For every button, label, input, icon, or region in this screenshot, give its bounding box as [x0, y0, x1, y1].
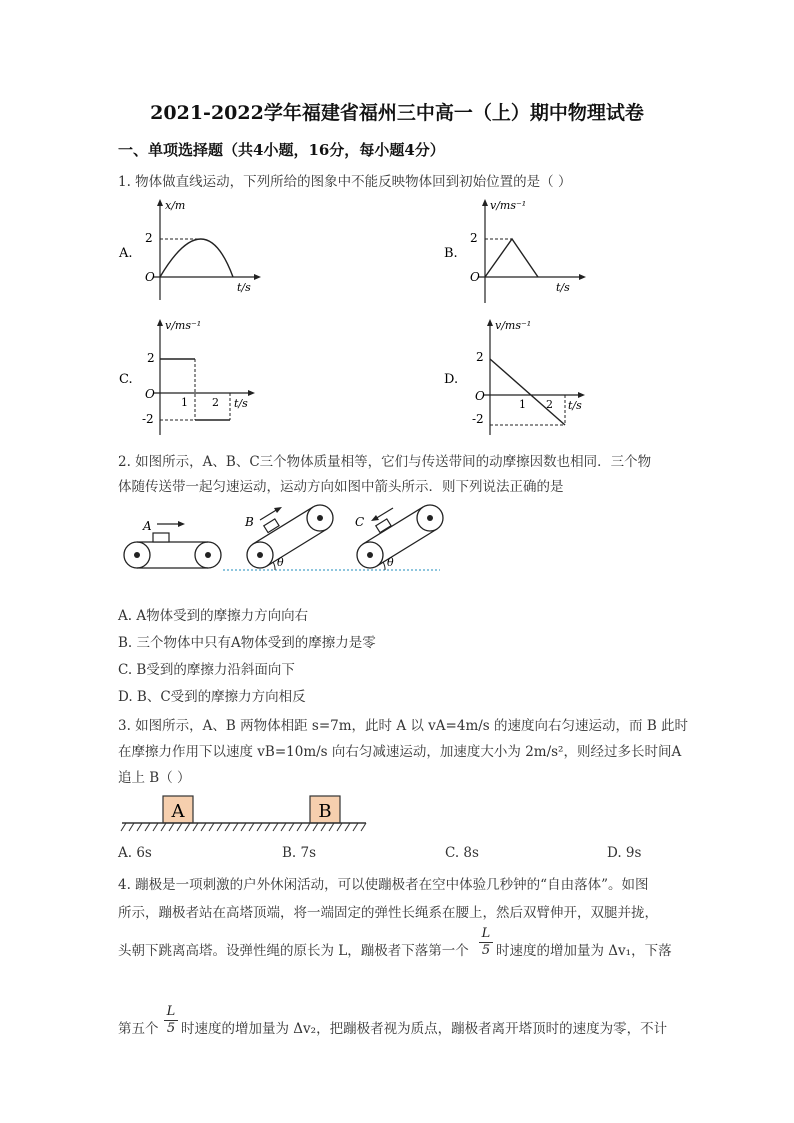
q3-figure: [118, 793, 378, 835]
y-tick-label: 2: [470, 231, 478, 245]
y-label: x/m: [165, 199, 186, 212]
q3-option-d: D. 9s: [607, 845, 642, 861]
question-4-line-4a: 第五个: [118, 1021, 159, 1037]
x-axis-arrow: [579, 274, 586, 280]
x-tick-1: 1: [519, 398, 526, 411]
fraction-denominator: 5: [164, 1020, 178, 1037]
q2-option-b: B. 三个物体中只有A物体受到的摩擦力是零: [118, 635, 376, 651]
fraction-denominator: 5: [479, 942, 493, 959]
y-tick-neg: -2: [142, 412, 154, 426]
inclined-belt-c: [355, 505, 443, 570]
question-3-line-2: 在摩擦力作用下以速度 vB=10m/s 向右匀减速运动，加速度大小为 2m/s²，则经过多长时间A: [118, 744, 682, 760]
ground-hatching: [121, 823, 366, 831]
y-tick-label: 2: [145, 231, 153, 245]
question-3-line-3: 追上 B（ ）: [118, 770, 191, 786]
fraction-numerator: L: [481, 926, 491, 941]
x-label: t/s: [568, 399, 582, 412]
box-b-label: B: [318, 801, 332, 822]
y-axis-arrow: [482, 199, 488, 206]
question-4-line-3a: 头朝下跳离高塔。设弹性绳的原长为 L，蹦极者下落第一个: [118, 943, 469, 959]
arrow-b: [260, 509, 278, 520]
origin-label: O: [470, 270, 480, 284]
theta-c: θ: [387, 556, 394, 569]
block-b: [264, 519, 279, 533]
fraction-l-over-5-second: [164, 1004, 178, 1037]
q2-option-c: C. B受到的摩擦力沿斜面向下: [118, 662, 295, 678]
origin-label: O: [145, 387, 155, 401]
y-label: v/ms⁻¹: [165, 319, 202, 332]
question-4-line-2: 所示，蹦极者站在高塔顶端，将一端固定的弹性长绳系在腰上，然后双臂伸开，双腿并拢，: [118, 905, 658, 921]
y-tick-pos: 2: [476, 350, 484, 364]
arrow-c: [375, 508, 393, 519]
fraction-l-over-5: [479, 926, 493, 959]
y-label: v/ms⁻¹: [490, 199, 527, 212]
block-c: [376, 519, 391, 533]
q3-option-c: C. 8s: [445, 845, 479, 861]
graph-b-letter: B.: [444, 246, 458, 261]
y-tick-pos: 2: [147, 351, 155, 365]
x-label: t/s: [237, 281, 251, 294]
question-4-line-3b: 时速度的增加量为 Δv₁，下落: [496, 943, 672, 959]
origin-label: O: [145, 270, 155, 284]
box-a-label: A: [171, 801, 185, 822]
graph-a-letter: A.: [119, 246, 133, 261]
page-title: 2021-2022学年福建省福州三中高一（上）期中物理试卷: [150, 102, 644, 124]
x-axis-arrow: [254, 274, 261, 280]
x-tick-1: 1: [181, 396, 188, 409]
q3-option-b: B. 7s: [282, 845, 317, 861]
y-tick-neg: -2: [472, 412, 484, 426]
label-a: A: [143, 519, 152, 533]
section-heading: 一、单项选择题（共4小题，16分，每小题4分）: [118, 141, 445, 159]
graph-c: [115, 315, 265, 440]
triangle-line: [485, 239, 538, 277]
question-3-line-1: 3. 如图所示，A、B 两物体相距 s=7m，此时 A 以 vA=4m/s 的速度向右匀速运动，而 B 此时: [118, 718, 689, 734]
q2-option-d: D. B、C受到的摩擦力方向相反: [118, 689, 306, 705]
origin-label: O: [475, 389, 485, 403]
x-label: t/s: [234, 397, 248, 410]
decreasing-line: [490, 359, 565, 425]
x-tick-2: 2: [212, 396, 219, 409]
x-tick-2: 2: [546, 398, 553, 411]
x-axis-arrow: [578, 392, 585, 398]
graph-c-letter: C.: [119, 372, 133, 387]
graph-b: [440, 195, 590, 305]
q2-option-a: A. A物体受到的摩擦力方向向右: [118, 608, 309, 624]
y-axis-arrow: [157, 319, 163, 326]
fraction-numerator: L: [166, 1004, 176, 1019]
question-4-line-1: 4. 蹦极是一项刺激的户外休闲活动，可以使蹦极者在空中体验几秒钟的“自由落体”。如图: [118, 877, 649, 893]
question-2-line-2: 体随传送带一起匀速运动，运动方向如图中箭头所示．则下列说法正确的是: [118, 479, 564, 495]
question-1-text: 1. 物体做直线运动，下列所给的图象中不能反映物体回到初始位置的是（ ）: [118, 174, 572, 190]
y-label: v/ms⁻¹: [495, 319, 532, 332]
x-axis-arrow: [248, 390, 255, 396]
question-2-line-1: 2. 如图所示，A、B、C三个物体质量相等，它们与传送带间的动摩擦因数也相同．三个物: [118, 454, 652, 470]
theta-b: θ: [277, 556, 284, 569]
horizontal-belt: [124, 519, 221, 568]
curve: [160, 239, 233, 277]
graph-d: [440, 315, 590, 440]
q3-option-a: A. 6s: [118, 845, 152, 861]
conveyor-figure: [115, 500, 455, 580]
block-a: [153, 533, 169, 542]
y-axis-arrow: [157, 199, 163, 206]
question-4-line-4b: 时速度的增加量为 Δv₂，把蹦极者视为质点，蹦极者离开塔顶时的速度为零，不计: [181, 1021, 668, 1037]
y-axis-arrow: [487, 319, 493, 326]
inclined-belt-b: [244, 505, 333, 570]
label-b: B: [245, 515, 254, 529]
label-c: C: [355, 515, 365, 529]
x-label: t/s: [556, 281, 570, 294]
graph-a: [115, 195, 265, 305]
graph-d-letter: D.: [444, 372, 459, 387]
